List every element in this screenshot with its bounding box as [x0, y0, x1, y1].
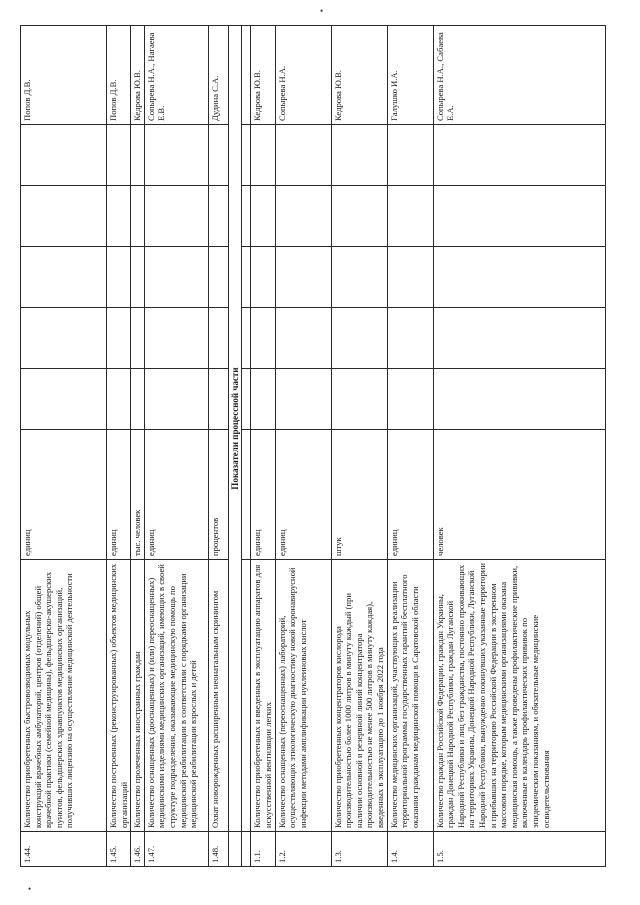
- value-cell: [144, 125, 208, 186]
- spacer-cell: [242, 560, 251, 832]
- table-row: [208, 26, 228, 867]
- value-cell: [208, 186, 228, 247]
- responsible-person: Дудина С.А.: [208, 26, 228, 125]
- unit-of-measure: единиц: [251, 430, 275, 560]
- value-cell: [144, 247, 208, 308]
- unit-of-measure: процентов: [208, 430, 228, 560]
- value-cell: [251, 369, 275, 430]
- value-cell: [275, 369, 331, 430]
- section-number-cell: [228, 832, 242, 867]
- spacer-row: [242, 26, 251, 867]
- indicator-name: Количество пролеченных иностранных граждан: [131, 560, 145, 832]
- value-cell: [387, 125, 433, 186]
- value-cell: [331, 247, 387, 308]
- spacer-cell: [242, 247, 251, 308]
- table-row: [21, 26, 107, 867]
- value-cell: [251, 186, 275, 247]
- indicator-name: Охват новорожденных расширенным неонатальным скринингом: [208, 560, 228, 832]
- responsible-person: Сопырева Н.А., Сабаева Е.А.: [433, 26, 605, 125]
- row-number: 1.3.: [331, 832, 387, 867]
- value-cell: [144, 308, 208, 369]
- indicator-name: Количество приобретенных быстровозводимых модульных конструкций врачебных амбулаторий, центров (отделений) общей врачебной практики (семейной медицины), фельдшерско-акушерских пунктов, фельдшерских здравпунктов медицинских организаций, получивших лицензию на осуществление медицинской деятельности: [21, 560, 107, 832]
- unit-of-measure: единиц: [387, 430, 433, 560]
- indicator-name: Количество оснащенных (дооснащенных) и (или) переоснащенных) медицинскими изделиями медицинских организаций, имеющих в своей структуре подразделения, оказывающие медицинскую помощь по медицинской реабилитации в соответствии с порядками организации медицинской реабилитации взрослых и детей: [144, 560, 208, 832]
- row-number: 1.45.: [107, 832, 131, 867]
- spacer-cell: [242, 832, 251, 867]
- scan-speck-bottom: •: [28, 884, 32, 894]
- row-number: 1.2.: [275, 832, 331, 867]
- section-title: Показатели процессной части: [228, 26, 242, 832]
- unit-of-measure: тыс. человек: [131, 430, 145, 560]
- value-cell: [387, 247, 433, 308]
- value-cell: [251, 308, 275, 369]
- value-cell: [433, 308, 605, 369]
- value-cell: [107, 308, 131, 369]
- value-cell: [275, 308, 331, 369]
- unit-of-measure: единиц: [275, 430, 331, 560]
- value-cell: [131, 247, 145, 308]
- row-number: 1.44.: [21, 832, 107, 867]
- value-cell: [131, 186, 145, 247]
- responsible-person: Попов Д.В.: [107, 26, 131, 125]
- row-number: 1.46.: [131, 832, 145, 867]
- unit-of-measure: единиц: [107, 430, 131, 560]
- indicator-name: Количество приобретенных и введенных в эксплуатацию аппаратов для искусственной вентиляции легких: [251, 560, 275, 832]
- value-cell: [251, 247, 275, 308]
- value-cell: [21, 186, 107, 247]
- value-cell: [208, 369, 228, 430]
- value-cell: [107, 369, 131, 430]
- value-cell: [131, 308, 145, 369]
- value-cell: [208, 125, 228, 186]
- unit-of-measure: штук: [331, 430, 387, 560]
- value-cell: [208, 308, 228, 369]
- spacer-cell: [242, 125, 251, 186]
- indicator-name: Количество медицинских организаций, участвующих в реализации территориальной программы государственных гарантий бесплатного оказания гражданам медицинской помощи в Саратовской области: [387, 560, 433, 832]
- value-cell: [107, 125, 131, 186]
- indicators-table: [20, 25, 606, 867]
- responsible-person: Кедрова Ю.В.: [251, 26, 275, 125]
- value-cell: [107, 186, 131, 247]
- indicator-name: Количество приобретенных концентраторов кислорода производительностью более 1000 литров в минуту каждый (при наличии основной и резервной линий концентратора производительностью не менее 500 литров в минуту каждая), введенных в эксплуатацию до 1 ноября 2022 года: [331, 560, 387, 832]
- value-cell: [387, 308, 433, 369]
- row-number: 1.1.: [251, 832, 275, 867]
- scan-speck-top: •: [320, 6, 324, 16]
- value-cell: [144, 369, 208, 430]
- table-row: [275, 26, 331, 867]
- responsible-person: Кедрова Ю.В.: [331, 26, 387, 125]
- value-cell: [387, 369, 433, 430]
- value-cell: [131, 125, 145, 186]
- value-cell: [21, 369, 107, 430]
- value-cell: [433, 247, 605, 308]
- indicator-name: Количество построенных (реконструированных) объектов медицинских организаций: [107, 560, 131, 832]
- value-cell: [131, 369, 145, 430]
- responsible-person: Попов Д.В.: [21, 26, 107, 125]
- spacer-cell: [242, 186, 251, 247]
- table-row: [251, 26, 275, 867]
- section-row: [228, 26, 242, 867]
- value-cell: [21, 125, 107, 186]
- spacer-cell: [242, 26, 251, 125]
- value-cell: [275, 125, 331, 186]
- value-cell: [21, 247, 107, 308]
- table-row: [331, 26, 387, 867]
- value-cell: [208, 247, 228, 308]
- spacer-cell: [242, 369, 251, 430]
- spacer-cell: [242, 430, 251, 560]
- value-cell: [331, 125, 387, 186]
- row-number: 1.5.: [433, 832, 605, 867]
- value-cell: [331, 308, 387, 369]
- value-cell: [387, 186, 433, 247]
- spacer-cell: [242, 308, 251, 369]
- table-row: [387, 26, 433, 867]
- value-cell: [275, 247, 331, 308]
- row-number: 1.47.: [144, 832, 208, 867]
- row-number: 1.48.: [208, 832, 228, 867]
- table-row: [144, 26, 208, 867]
- table-row: [433, 26, 605, 867]
- value-cell: [433, 369, 605, 430]
- responsible-person: Галушко И.А.: [387, 26, 433, 125]
- responsible-person: Кедрова Ю.В.: [131, 26, 145, 125]
- value-cell: [331, 369, 387, 430]
- unit-of-measure: человек: [433, 430, 605, 560]
- value-cell: [107, 247, 131, 308]
- value-cell: [331, 186, 387, 247]
- table-row: [131, 26, 145, 867]
- value-cell: [433, 125, 605, 186]
- unit-of-measure: единиц: [144, 430, 208, 560]
- responsible-person: Сопырева Н.А.: [275, 26, 331, 125]
- row-number: 1.4.: [387, 832, 433, 867]
- value-cell: [144, 186, 208, 247]
- indicator-name: Количество граждан Российской Федерации, граждан Украины, граждан Донецкой Народной Республики, граждан Луганской Народной Республики и лиц без гражданства, постоянно проживающих на территориях Украины, Донецкой Народной Республики, Луганской Народной Республики, вынужденно покинувших указанные территории и прибывших на территорию Российской Федерации в экстренном массовом порядке, которым медицинскими организациями оказана медицинская помощь, а также проведены профилактические прививки, включенные в календарь профилактических прививок по эпидемическим показаниям, и обязательные медицинские освидетельствования: [433, 560, 605, 832]
- value-cell: [251, 125, 275, 186]
- table-row: [107, 26, 131, 867]
- value-cell: [21, 308, 107, 369]
- unit-of-measure: единиц: [21, 430, 107, 560]
- responsible-person: Сопырева Н.А., Нагаева Е.В.: [144, 26, 208, 125]
- indicator-name: Количество оснащенных (переоснащенных) лабораторий, осуществляющих этиологическую диагностику новой коронавирусной инфекции методами амплификации нуклеиновых кислот: [275, 560, 331, 832]
- value-cell: [275, 186, 331, 247]
- value-cell: [433, 186, 605, 247]
